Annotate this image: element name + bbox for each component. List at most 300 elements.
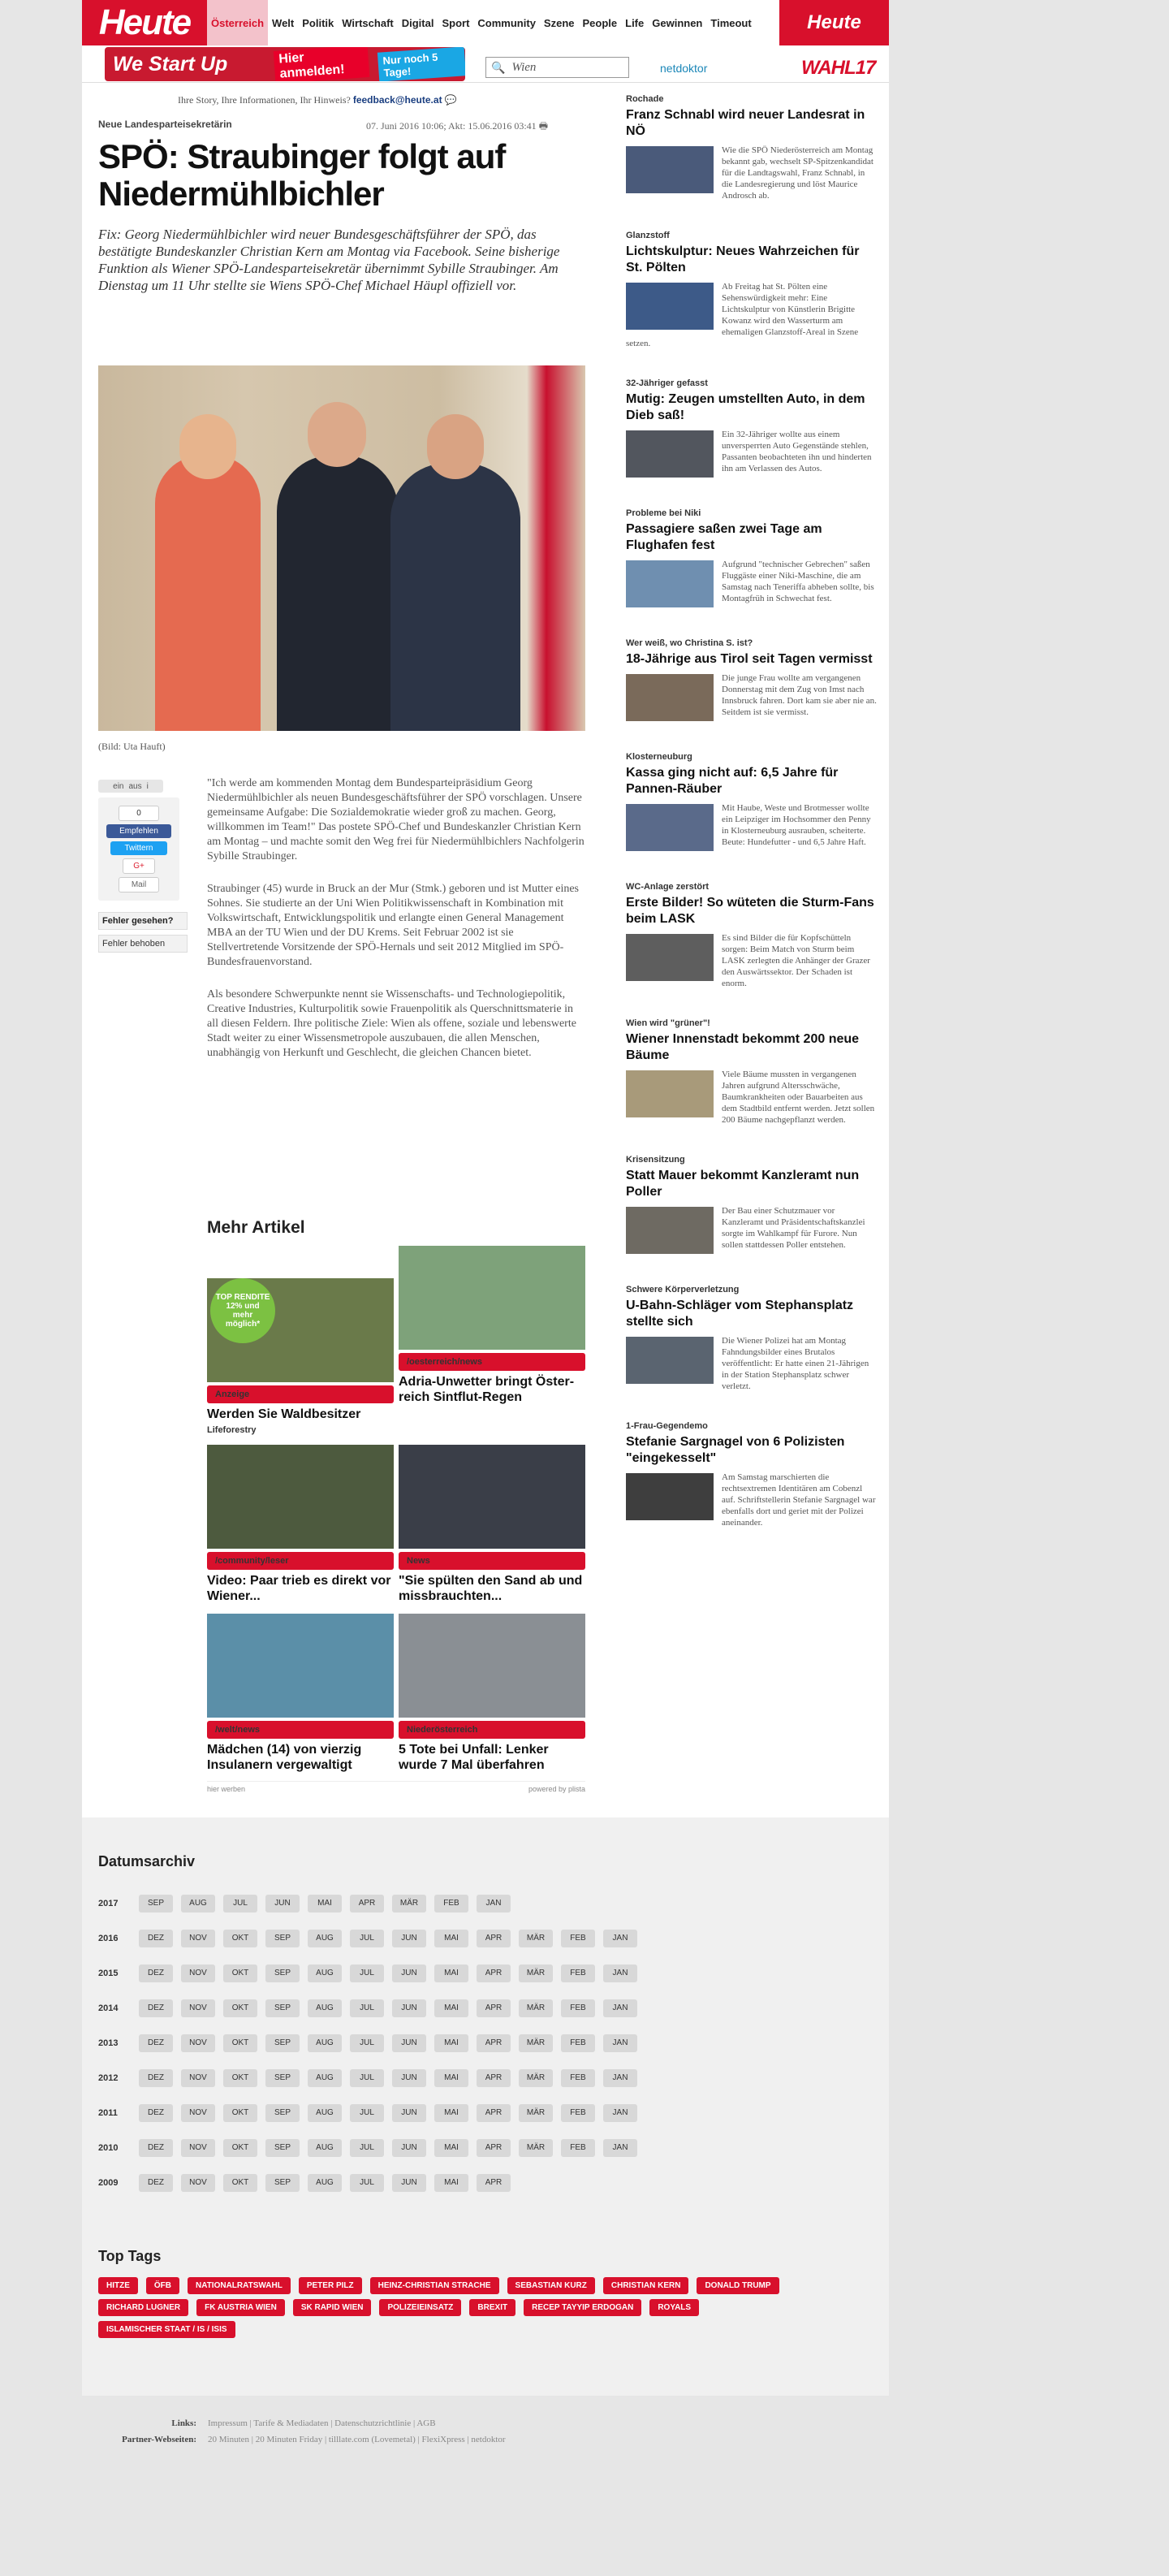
more-article-title[interactable]: Video: Paar trieb es direkt vor Wiener... bbox=[207, 1574, 391, 1603]
archive-month-button[interactable]: MAI bbox=[434, 1930, 468, 1947]
archive-month-button[interactable]: AUG bbox=[181, 1895, 215, 1913]
archive-month-button[interactable]: AUG bbox=[308, 1964, 342, 1982]
archive-month-button[interactable]: MAI bbox=[434, 1999, 468, 2017]
archive-month-button[interactable]: OKT bbox=[223, 1964, 257, 1982]
archive-month-button[interactable]: SEP bbox=[265, 2034, 300, 2052]
more-article-card[interactable] bbox=[207, 1614, 394, 1773]
nav-item-3[interactable]: Wirtschaft bbox=[342, 16, 394, 29]
error-fixed-button[interactable]: Fehler behoben bbox=[98, 935, 188, 953]
share-buttons bbox=[98, 797, 179, 901]
archive-year: 2010 bbox=[98, 2142, 119, 2153]
person-left-head bbox=[179, 414, 236, 479]
archive-month-button[interactable]: NOV bbox=[181, 1964, 215, 1982]
nav-item-9[interactable]: Life bbox=[625, 16, 645, 29]
archive-month-button[interactable]: APR bbox=[477, 2139, 511, 2157]
more-article-title[interactable]: Mädchen (14) von vierzig Insulanern vergewaltigt bbox=[207, 1743, 362, 1772]
sidebar-article-text bbox=[626, 1472, 878, 1528]
archive-row bbox=[98, 2130, 645, 2165]
tag-button[interactable]: BREXIT bbox=[469, 2299, 515, 2316]
weather-city: Wien bbox=[511, 60, 537, 74]
top-navigation bbox=[82, 0, 889, 45]
page-wrapper bbox=[82, 0, 889, 2396]
comment-icon: 💬 bbox=[444, 94, 457, 106]
footer-links-row bbox=[122, 2418, 506, 2428]
footer bbox=[122, 2418, 506, 2451]
search-icon: 🔍 bbox=[491, 60, 506, 74]
sidebar-article[interactable] bbox=[626, 1285, 878, 1392]
archive-month-button[interactable]: JUL bbox=[350, 2104, 384, 2122]
archive-month-button[interactable]: OKT bbox=[223, 1930, 257, 1947]
more-article-image[interactable] bbox=[399, 1614, 585, 1718]
sidebar-article-teaser: Mit Haube, Weste und Brotmesser wollte ein Leipziger im Hochsommer den Penny in Klosterneuburg ausrauben, scheiterte. Beute: Hundefutter - und 6,5 Jahre Haft. bbox=[722, 803, 871, 847]
sidebar-article-teaser: Ein 32-Jähriger wollte aus einem unversperrten Auto Gegenstände stehlen, Passanten beobachteten ihn und hinderten ihn am Verlassen des Autos. bbox=[722, 430, 872, 473]
nav-item-10[interactable]: Gewinnen bbox=[652, 16, 703, 29]
sidebar-article[interactable] bbox=[626, 638, 878, 723]
more-article-image[interactable] bbox=[399, 1246, 585, 1350]
archive-month-button[interactable]: JUN bbox=[392, 2069, 426, 2087]
nav-item-2[interactable]: Politik bbox=[302, 16, 334, 29]
sidebar-article-kicker: 32-Jähriger gefasst bbox=[626, 378, 708, 388]
more-article-image[interactable] bbox=[207, 1445, 394, 1549]
more-article-image[interactable] bbox=[207, 1614, 394, 1718]
person-left bbox=[155, 455, 261, 731]
archive-month-button[interactable]: AUG bbox=[308, 2034, 342, 2052]
tag-button[interactable]: SK RAPID WIEN bbox=[293, 2299, 372, 2316]
sidebar-article-title[interactable]: U-Bahn-Schläger vom Stephansplatz stellte sich bbox=[626, 1299, 854, 1329]
plista-link[interactable]: powered by plista bbox=[528, 1785, 585, 1793]
like-count: 0 bbox=[119, 806, 159, 821]
archive-month-button[interactable]: MÄR bbox=[519, 2104, 553, 2122]
archive-month-button[interactable]: MAI bbox=[308, 1895, 342, 1913]
banner-badge: Nur noch 5 Tage! bbox=[377, 47, 465, 81]
archive-month-button[interactable]: JAN bbox=[603, 2139, 637, 2157]
sidebar-article[interactable] bbox=[626, 94, 878, 201]
archive-month-button[interactable]: OKT bbox=[223, 2069, 257, 2087]
sidebar-article-kicker: Schwere Körperverletzung bbox=[626, 1285, 740, 1294]
archive-month-button[interactable]: NOV bbox=[181, 2104, 215, 2122]
archive-row bbox=[98, 2095, 645, 2130]
archive-year: 2016 bbox=[98, 1933, 119, 1943]
archive-month-button[interactable]: JUN bbox=[392, 2174, 426, 2192]
more-articles-grid bbox=[207, 1246, 585, 1773]
more-article-image[interactable] bbox=[207, 1278, 394, 1382]
sidebar-article-title[interactable]: Wiener Innenstadt bekommt 200 neue Bäume bbox=[626, 1032, 860, 1062]
sidebar-article-thumbnail[interactable] bbox=[626, 283, 714, 330]
archive-month-button[interactable]: MÄR bbox=[519, 2034, 553, 2052]
archive-month-button[interactable]: MAI bbox=[434, 2104, 468, 2122]
tag-button[interactable]: FK AUSTRIA WIEN bbox=[196, 2299, 285, 2316]
archive-month-button[interactable]: JUL bbox=[350, 2139, 384, 2157]
sidebar-article-thumbnail[interactable] bbox=[626, 1207, 714, 1254]
nav-item-0[interactable]: Österreich bbox=[207, 0, 268, 45]
sidebar-article-teaser: Aufgrund "technischer Gebrechen" saßen Fluggäste einer Niki-Maschine, die am Samstag nach Teneriffa abheben sollte, bis Montagfrüh in Schwechat fest. bbox=[722, 560, 874, 603]
sidebar-article-title[interactable]: 18-Jährige aus Tirol seit Tagen vermisst bbox=[626, 652, 873, 666]
archive-row bbox=[98, 2025, 645, 2060]
sidebar-article-thumbnail[interactable] bbox=[626, 430, 714, 478]
archive-year: 2009 bbox=[98, 2177, 119, 2188]
more-article-image[interactable] bbox=[399, 1445, 585, 1549]
archive-month-button[interactable]: DEZ bbox=[139, 2174, 173, 2192]
person-right bbox=[390, 463, 520, 731]
archive-title: Datumsarchiv bbox=[98, 1853, 196, 1869]
tag-button[interactable]: DONALD TRUMP bbox=[697, 2277, 779, 2294]
photo-caption: (Bild: Uta Hauft) bbox=[98, 741, 166, 752]
archive-month-button[interactable]: SEP bbox=[265, 1999, 300, 2017]
archive-month-button[interactable]: OKT bbox=[223, 1999, 257, 2017]
more-articles-title: Mehr Artikel bbox=[207, 1218, 305, 1237]
archive-month-button[interactable]: FEB bbox=[561, 1964, 595, 1982]
archive-month-button[interactable]: FEB bbox=[434, 1895, 468, 1913]
archive-month-button[interactable]: OKT bbox=[223, 2034, 257, 2052]
archive-month-button[interactable]: JUL bbox=[350, 2174, 384, 2192]
tag-button[interactable]: RICHARD LUGNER bbox=[98, 2299, 188, 2316]
nav-item-5[interactable]: Sport bbox=[442, 16, 470, 29]
archive-month-button[interactable]: DEZ bbox=[139, 1964, 173, 1982]
tag-button[interactable]: ÖFB bbox=[146, 2277, 179, 2294]
heute-logo[interactable] bbox=[82, 0, 207, 45]
sidebar-article-title[interactable]: Franz Schnabl wird neuer Landesrat in NÖ bbox=[626, 108, 865, 138]
archive-row bbox=[98, 2165, 645, 2200]
sidebar-article-thumbnail[interactable] bbox=[626, 1070, 714, 1117]
mail-button[interactable]: Mail bbox=[119, 877, 159, 893]
sidebar-article-kicker: Krisensitzung bbox=[626, 1155, 685, 1165]
person-right-head bbox=[427, 414, 484, 479]
archive-month-button[interactable]: JUN bbox=[265, 1895, 300, 1913]
sidebar-article[interactable] bbox=[626, 508, 878, 609]
sidebar-article-teaser: Ab Freitag hat St. Pölten eine Sehenswürdigkeit mehr: Eine Lichtskulptur von Künstlerin Brigitte Kowanz wird den Wasserturm am ehemaligen Glanzstoff-Areal in Szene setzen. bbox=[626, 282, 859, 348]
archive-month-button[interactable]: DEZ bbox=[139, 1999, 173, 2017]
article-dates-text: 07. Juni 2016 10:06; Akt: 15.06.2016 03:41 bbox=[366, 120, 537, 132]
archive-month-button[interactable]: JAN bbox=[603, 1999, 637, 2017]
archive-month-button[interactable]: JAN bbox=[603, 2069, 637, 2087]
archive-month-button[interactable]: SEP bbox=[265, 2174, 300, 2192]
person-middle bbox=[277, 455, 399, 731]
article-dates bbox=[366, 119, 548, 136]
article-kicker: Neue Landesparteisekretärin bbox=[98, 119, 232, 130]
archive-month-button[interactable]: MÄR bbox=[519, 1930, 553, 1947]
more-article-title[interactable]: Adria-Unwetter bringt Öster-reich Sintflut-Regen bbox=[399, 1375, 575, 1404]
archive-month-button[interactable]: JUL bbox=[350, 2034, 384, 2052]
more-article-source: Lifeforestry bbox=[207, 1425, 257, 1435]
archive-month-button[interactable]: APR bbox=[477, 1964, 511, 1982]
tag-button[interactable]: CHRISTIAN KERN bbox=[603, 2277, 689, 2294]
archive-month-button[interactable]: FEB bbox=[561, 2069, 595, 2087]
archive-month-button[interactable]: JAN bbox=[603, 1964, 637, 1982]
banner-title: We Start Up bbox=[113, 52, 228, 76]
sidebar-article-title[interactable]: Stefanie Sargnagel von 6 Polizisten "eingekesselt" bbox=[626, 1435, 845, 1465]
article-paragraph: "Ich werde am kommenden Montag dem Bundesparteipräsidium Georg Niedermühlbichler als neuen Bundesgeschäftsführer der SPÖ vorschlagen. Unsere gemeinsame Aufgabe: Die Sozialdemokratie wieder groß zu machen. Georg, willkommen im Team!" Das postete SPÖ-Chef und Bundeskanzler Christian Kern am Montag – und machte somit den Weg frei für Niedermühlbichlers Nachfolgerin Sybille Straubinger. bbox=[207, 777, 584, 862]
archive-month-button[interactable]: SEP bbox=[265, 2104, 300, 2122]
more-article-title[interactable]: "Sie spülten den Sand ab und missbrauchten... bbox=[399, 1574, 583, 1603]
archive-month-button[interactable]: APR bbox=[477, 1999, 511, 2017]
footer-partner-links[interactable]: 20 Minuten | 20 Minuten Friday | tilllate.com (Lovemetal) | FlexiXpress | netdoktor bbox=[208, 2435, 506, 2444]
archive-month-button[interactable]: FEB bbox=[561, 2139, 595, 2157]
archive-month-button[interactable]: JUN bbox=[392, 1964, 426, 1982]
archive-month-button[interactable]: SEP bbox=[139, 1895, 173, 1913]
sidebar-article[interactable] bbox=[626, 752, 878, 853]
archive-month-button[interactable]: DEZ bbox=[139, 2104, 173, 2122]
archive-month-button[interactable]: OKT bbox=[223, 2174, 257, 2192]
heute-promo-logo[interactable] bbox=[779, 0, 889, 45]
archive-month-button[interactable]: NOV bbox=[181, 2034, 215, 2052]
archive-row bbox=[98, 1886, 645, 1921]
sidebar-article-text bbox=[626, 802, 878, 848]
sidebar-article[interactable] bbox=[626, 1018, 878, 1126]
sidebar-article-text bbox=[626, 1069, 878, 1126]
archive-month-button[interactable]: MAI bbox=[434, 2174, 468, 2192]
top-rendite-badge: TOP RENDITE 12% und mehr möglich* bbox=[210, 1278, 275, 1343]
more-article-tag: News bbox=[399, 1552, 585, 1570]
archive-month-button[interactable]: SEP bbox=[265, 2069, 300, 2087]
archive-month-button[interactable]: JAN bbox=[477, 1895, 511, 1913]
archive-month-button[interactable]: SEP bbox=[265, 1964, 300, 1982]
advertise-link[interactable]: hier werben bbox=[207, 1785, 246, 1793]
article-photo[interactable] bbox=[98, 365, 585, 731]
nav-item-7[interactable]: Szene bbox=[543, 16, 575, 29]
sidebar-article[interactable] bbox=[626, 378, 878, 479]
sidebar-article-thumbnail[interactable] bbox=[626, 1473, 714, 1520]
article-paragraph: Als besondere Schwerpunkte nennt sie Wissenschafts- und Technologiepolitik, Creative Industries, Kulturpolitik sowie Frauenpolitik als Querschnittsmaterie in all diesen Feldern. Ihre politische Ziele: Wien als offene, soziale und lebenswerte Stadt weiter zu einer Wissensmetropole auszubauen, die allen Menschen, unabhängig von Herkunft und Geschlecht, die gleichen Chancen bietet. bbox=[207, 988, 576, 1059]
archive-month-button[interactable]: APR bbox=[477, 2174, 511, 2192]
sidebar-article-kicker: WC-Anlage zerstört bbox=[626, 882, 710, 892]
feedback-line bbox=[178, 94, 457, 106]
more-article-tag: Anzeige bbox=[207, 1385, 394, 1403]
more-articles bbox=[207, 1218, 585, 1793]
banner-cta: Hier anmelden! bbox=[273, 47, 369, 81]
date-archive bbox=[98, 1886, 645, 2200]
sidebar-article-title[interactable]: Mutig: Zeugen umstellten Auto, in dem Dieb saß! bbox=[626, 392, 865, 422]
footer-links-label: Links: bbox=[171, 2418, 196, 2428]
sidebar-article-thumbnail[interactable] bbox=[626, 934, 714, 981]
sidebar-article-teaser: Am Samstag marschierten die rechtsextremen Identitären am Cobenzl auf. Schriftstellerin Stefanie Sargnagel war ebenfalls dort und geriet mit der Polizei aneinander. bbox=[722, 1472, 876, 1528]
sidebar-article-thumbnail[interactable] bbox=[626, 804, 714, 851]
sidebar-article-kicker: Wien wird "grüner"! bbox=[626, 1018, 710, 1028]
nav-item-11[interactable]: Timeout bbox=[710, 16, 752, 29]
more-article-card[interactable] bbox=[399, 1246, 585, 1435]
twitter-button[interactable]: Twittern bbox=[110, 841, 167, 855]
archive-month-button[interactable]: MAI bbox=[434, 2069, 468, 2087]
top-tags-title: Top Tags bbox=[98, 2248, 162, 2264]
archive-month-button[interactable]: APR bbox=[477, 2069, 511, 2087]
archive-month-button[interactable]: APR bbox=[477, 2104, 511, 2122]
weather-search-box[interactable] bbox=[485, 57, 629, 78]
archive-month-button[interactable]: APR bbox=[477, 1930, 511, 1947]
more-articles-footer bbox=[207, 1781, 585, 1793]
archive-month-button[interactable]: AUG bbox=[308, 2104, 342, 2122]
sidebar-article-title[interactable]: Lichtskulptur: Neues Wahrzeichen für St. Pölten bbox=[626, 244, 860, 274]
more-article-title[interactable]: Werden Sie Waldbesitzer bbox=[207, 1407, 361, 1421]
sidebar-article-teaser: Der Bau einer Schutzmauer vor Kanzleramt und Präsidentschaftskanzlei sorgte im Wahlkampf für Furore. Nun sollen stattdessen Poller entstehen. bbox=[722, 1206, 865, 1250]
tag-button[interactable]: PETER PILZ bbox=[299, 2277, 362, 2294]
sidebar-article[interactable] bbox=[626, 1155, 878, 1256]
archive-month-button[interactable]: MÄR bbox=[519, 2139, 553, 2157]
archive-month-button[interactable]: NOV bbox=[181, 2174, 215, 2192]
more-article-card[interactable] bbox=[207, 1445, 394, 1604]
sidebar-article-thumbnail[interactable] bbox=[626, 1337, 714, 1384]
person-middle-head bbox=[308, 402, 366, 467]
archive-month-button[interactable]: JUL bbox=[350, 1964, 384, 1982]
archive-month-button[interactable]: NOV bbox=[181, 2139, 215, 2157]
archive-month-button[interactable]: SEP bbox=[265, 2139, 300, 2157]
archive-month-button[interactable]: AUG bbox=[308, 1999, 342, 2017]
tag-button[interactable]: HITZE bbox=[98, 2277, 138, 2294]
archive-month-button[interactable]: JUL bbox=[350, 1930, 384, 1947]
archive-month-button[interactable]: MAI bbox=[434, 2139, 468, 2157]
sidebar-article-title[interactable]: Kassa ging nicht auf: 6,5 Jahre für Pannen-Räuber bbox=[626, 766, 839, 796]
archive-month-button[interactable]: JUL bbox=[350, 2069, 384, 2087]
archive-row bbox=[98, 2060, 645, 2095]
sidebar bbox=[626, 94, 878, 1558]
sidebar-article-text bbox=[626, 281, 878, 349]
article-lead: Fix: Georg Niedermühlbichler wird neuer Bundesgeschäftsführer der SPÖ, das bestätigte Bundeskanzler Christian Kern am Montag via Facebook. Seine bisherige Funktion als Wiener SPÖ-Landesparteisekretär übernimmt Sybille Straubinger. Am Dienstag um 11 Uhr stellte sie Wiens SPÖ-Chef Michael Häupl offiziell vor. bbox=[98, 227, 560, 293]
archive-month-button[interactable]: OKT bbox=[223, 2104, 257, 2122]
archive-month-button[interactable]: FEB bbox=[561, 1930, 595, 1947]
archive-month-button[interactable]: SEP bbox=[265, 1930, 300, 1947]
sidebar-article-kicker: Rochade bbox=[626, 94, 664, 104]
archive-month-button[interactable]: MAI bbox=[434, 2034, 468, 2052]
main-menu bbox=[207, 0, 756, 45]
error-report-button[interactable]: Fehler gesehen? bbox=[98, 912, 188, 930]
we-start-up-banner[interactable] bbox=[105, 47, 465, 81]
sidebar-article-text bbox=[626, 932, 878, 989]
archive-month-button[interactable]: JAN bbox=[603, 1930, 637, 1947]
archive-month-button[interactable]: MAI bbox=[434, 1964, 468, 1982]
sidebar-article-kicker: 1-Frau-Gegendemo bbox=[626, 1421, 708, 1431]
sidebar-article-teaser: Die Wiener Polizei hat am Montag Fahndungsbilder eines Brutalos veröffentlicht: Er hatte einen 21-Jährigen in der Station Stephansplatz schwer verletzt. bbox=[722, 1336, 869, 1391]
archive-month-button[interactable]: DEZ bbox=[139, 2034, 173, 2052]
share-panel bbox=[98, 780, 179, 953]
archive-year: 2014 bbox=[98, 2003, 119, 2013]
nav-item-8[interactable]: People bbox=[582, 16, 618, 29]
sidebar-article-thumbnail[interactable] bbox=[626, 146, 714, 193]
archive-month-button[interactable]: JUL bbox=[350, 1999, 384, 2017]
sidebar-article-kicker: Klosterneuburg bbox=[626, 752, 692, 762]
tag-button[interactable]: ISLAMISCHER STAAT / IS / ISIS bbox=[98, 2321, 235, 2338]
archive-month-button[interactable]: APR bbox=[350, 1895, 384, 1913]
sidebar-article-kicker: Wer weiß, wo Christina S. ist? bbox=[626, 638, 753, 648]
archive-month-button[interactable]: JAN bbox=[603, 2034, 637, 2052]
sidebar-article-text bbox=[626, 1335, 878, 1392]
sidebar-article[interactable] bbox=[626, 1421, 878, 1528]
archive-month-button[interactable]: DEZ bbox=[139, 1930, 173, 1947]
archive-year: 2015 bbox=[98, 1968, 119, 1978]
archive-month-button[interactable]: MÄR bbox=[392, 1895, 426, 1913]
archive-month-button[interactable]: MÄR bbox=[519, 1964, 553, 1982]
archive-year: 2013 bbox=[98, 2038, 119, 2048]
sidebar-article-teaser: Es sind Bilder die für Kopfschütteln sorgen: Beim Match von Sturm beim LASK zerlegten die Anhänger der Grazer den Auswärtssektor. Der Schaden ist enorm. bbox=[722, 933, 870, 988]
archive-month-button[interactable]: JUN bbox=[392, 2104, 426, 2122]
sidebar-article-title[interactable]: Statt Mauer bekommt Kanzleramt nun Poller bbox=[626, 1169, 860, 1199]
more-article-tag: /community/leser bbox=[207, 1552, 394, 1570]
facebook-button[interactable]: Empfehlen bbox=[106, 824, 171, 838]
sidebar-article-text bbox=[626, 1205, 878, 1251]
print-icon[interactable]: 🖶 bbox=[538, 120, 549, 132]
archive-month-button[interactable]: DEZ bbox=[139, 2139, 173, 2157]
sidebar-article-thumbnail[interactable] bbox=[626, 560, 714, 607]
sidebar-article-title[interactable]: Erste Bilder! So wüteten die Sturm-Fans beim LASK bbox=[626, 896, 874, 926]
archive-month-button[interactable]: NOV bbox=[181, 1930, 215, 1947]
sidebar-article-text bbox=[626, 145, 878, 201]
archive-year: 2012 bbox=[98, 2072, 119, 2083]
toggle-on: ein bbox=[113, 781, 124, 791]
footer-partner-label: Partner-Webseiten: bbox=[122, 2435, 196, 2444]
nav-item-6[interactable]: Community bbox=[477, 16, 536, 29]
footer-links[interactable]: Impressum | Tarife & Mediadaten | Datenschutzrichtlinie | AGB bbox=[208, 2418, 436, 2428]
sidebar-article[interactable] bbox=[626, 882, 878, 989]
sidebar-article-text bbox=[626, 559, 878, 604]
archive-month-button[interactable]: FEB bbox=[561, 2104, 595, 2122]
archive-month-button[interactable]: JUN bbox=[392, 1930, 426, 1947]
archive-month-button[interactable]: AUG bbox=[308, 1930, 342, 1947]
more-article-card[interactable] bbox=[399, 1614, 585, 1773]
archive-month-button[interactable]: JAN bbox=[603, 2104, 637, 2122]
sidebar-article-kicker: Glanzstoff bbox=[626, 231, 670, 240]
tag-button[interactable]: POLIZEIEINSATZ bbox=[379, 2299, 461, 2316]
tag-button[interactable]: NATIONALRATSWAHL bbox=[188, 2277, 291, 2294]
more-article-card[interactable] bbox=[399, 1445, 585, 1604]
archive-month-button[interactable]: MÄR bbox=[519, 1999, 553, 2017]
nav-item-4[interactable]: Digital bbox=[401, 16, 434, 29]
toggle-off: aus bbox=[128, 781, 142, 791]
secondary-bar bbox=[82, 45, 889, 83]
archive-month-button[interactable]: DEZ bbox=[139, 2069, 173, 2087]
more-article-title[interactable]: 5 Tote bei Unfall: Lenker wurde 7 Mal überfahren bbox=[399, 1743, 549, 1772]
archive-month-button[interactable]: OKT bbox=[223, 2139, 257, 2157]
archive-month-button[interactable]: JUL bbox=[223, 1895, 257, 1913]
sidebar-article-teaser: Wie die SPÖ Niederösterreich am Montag bekannt gab, wechselt SP-Spitzenkandidat für die Landtagswahl, Franz Schnabl, in die Landesregierung und löst Maurice Androsch ab. bbox=[722, 145, 874, 201]
archive-month-button[interactable]: FEB bbox=[561, 2034, 595, 2052]
archive-month-button[interactable]: NOV bbox=[181, 1999, 215, 2017]
archive-month-button[interactable]: AUG bbox=[308, 2069, 342, 2087]
feedback-email-link[interactable]: feedback@heute.at bbox=[352, 94, 442, 106]
archive-month-button[interactable]: AUG bbox=[308, 2139, 342, 2157]
archive-row bbox=[98, 1921, 645, 1956]
sidebar-article[interactable] bbox=[626, 231, 878, 349]
archive-month-button[interactable]: JUN bbox=[392, 2139, 426, 2157]
netdoktor-link[interactable]: netdoktor bbox=[660, 62, 708, 75]
more-article-tag: /oesterreich/news bbox=[399, 1353, 585, 1371]
sidebar-article-title[interactable]: Passagiere saßen zwei Tage am Flughafen fest bbox=[626, 522, 822, 552]
article-body bbox=[207, 776, 585, 1078]
footer-partner-row bbox=[122, 2435, 506, 2444]
archive-month-button[interactable]: NOV bbox=[181, 2069, 215, 2087]
info-icon[interactable]: i bbox=[146, 781, 149, 791]
archive-month-button[interactable]: MÄR bbox=[519, 2069, 553, 2087]
sidebar-article-thumbnail[interactable] bbox=[626, 674, 714, 721]
gplus-button[interactable]: G+ bbox=[123, 858, 155, 874]
archive-month-button[interactable]: JUN bbox=[392, 2034, 426, 2052]
wahl17-link[interactable]: WAHL17 bbox=[801, 57, 876, 79]
sidebar-article-teaser: Die junge Frau wollte am vergangenen Donnerstag mit dem Zug von Imst nach Innsbruck fahren. Dort kam sie aber nie an. Seitdem ist sie vermisst. bbox=[722, 673, 877, 717]
social-toggle[interactable] bbox=[98, 780, 163, 793]
tag-button[interactable]: RECEP TAYYIP ERDOGAN bbox=[524, 2299, 641, 2316]
nav-item-1[interactable]: Welt bbox=[272, 16, 295, 29]
archive-month-button[interactable]: APR bbox=[477, 2034, 511, 2052]
archive-year: 2017 bbox=[98, 1898, 119, 1908]
archive-month-button[interactable]: JUN bbox=[392, 1999, 426, 2017]
sidebar-article-text bbox=[626, 429, 878, 474]
archive-month-button[interactable]: AUG bbox=[308, 2174, 342, 2192]
more-article-card[interactable] bbox=[207, 1246, 394, 1435]
archive-month-button[interactable]: FEB bbox=[561, 1999, 595, 2017]
sidebar-article-text bbox=[626, 672, 878, 718]
sidebar-article-teaser: Viele Bäume mussten in vergangenen Jahren aufgrund Altersschwäche, Baumkrankheiten oder Bauarbeiten aus dem Stadtbild entfernt werden. Jetzt sollen 200 Bäume nachgepflanzt werden. bbox=[722, 1070, 875, 1125]
tag-button[interactable]: ROYALS bbox=[649, 2299, 699, 2316]
tag-button[interactable]: SEBASTIAN KURZ bbox=[507, 2277, 595, 2294]
archive-row bbox=[98, 1990, 645, 2025]
tag-button[interactable]: HEINZ-CHRISTIAN STRACHE bbox=[370, 2277, 499, 2294]
article-paragraph: Straubinger (45) wurde in Bruck an der Mur (Stmk.) geboren und ist Mutter eines Sohnes. Sie studierte an der Uni Wien Politikwissenschaft in Kombination mit Volkswirtschaft, Entwicklungspolitik und erlangte einen General Management MBA an der TU Wien und der DU Krems. Seit Februar 2002 ist sie Stellvertretende Vorsitzende der SPÖ-Hernals und seit 2012 Mitglied im SPÖ-Bundesfrauenvorstand. bbox=[207, 883, 580, 968]
